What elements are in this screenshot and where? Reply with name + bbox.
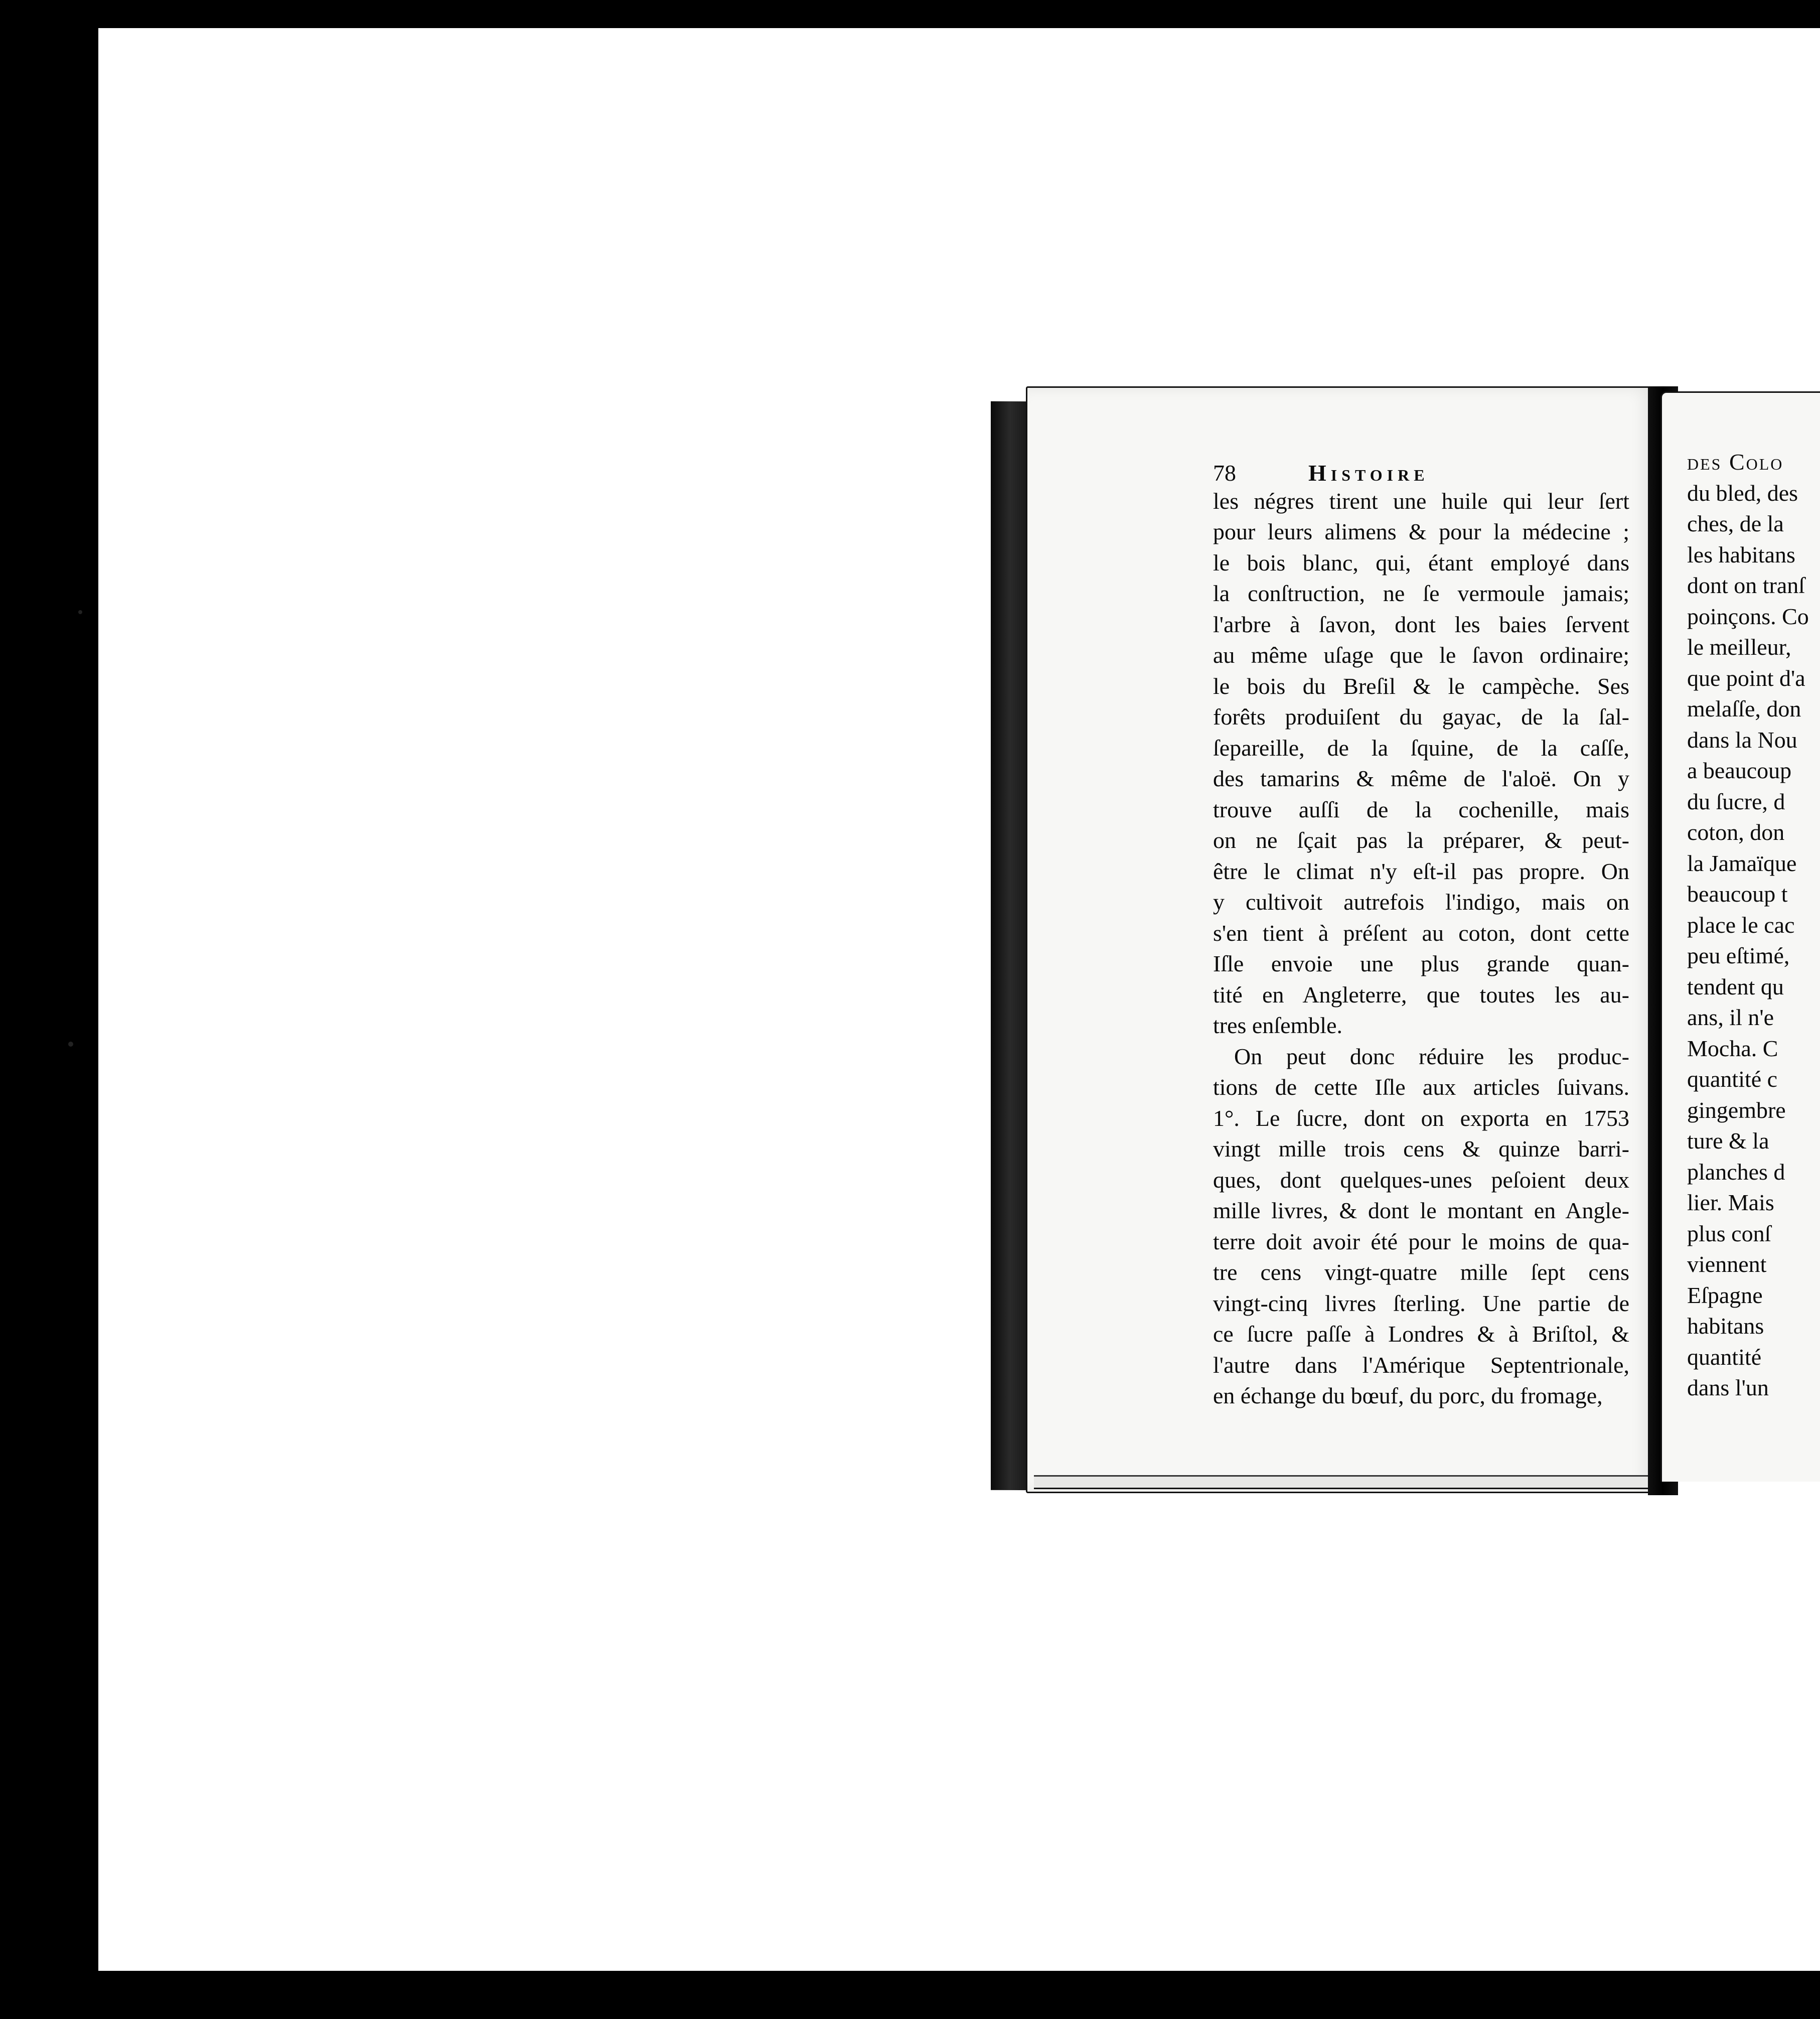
text-line: Eſpagne <box>1687 1282 1763 1308</box>
text-line: le bois du Breſil & le campèche. Ses <box>1213 673 1629 699</box>
text-line: vingt-cinq livres ſterling. Une partie de <box>1213 1290 1629 1316</box>
text-line: les habitans <box>1687 541 1795 567</box>
text-line: lier. Mais <box>1687 1190 1774 1215</box>
text-line: plus conſ <box>1687 1220 1771 1246</box>
text-line: ques, dont quelques-unes peſoient deux <box>1213 1167 1629 1193</box>
text-line: vingt mille trois cens & quinze barri- <box>1213 1136 1629 1162</box>
text-line: planches d <box>1687 1159 1785 1185</box>
right-page-text <box>1687 447 1820 1403</box>
text-line: ſepareille, de la ſquine, de la caſſe, <box>1213 735 1629 761</box>
text-line: Iſle envoie une plus grande quan- <box>1213 951 1629 976</box>
page-number: 78 <box>1213 460 1236 486</box>
dust-speck <box>78 610 82 614</box>
text-line: gingembre <box>1687 1097 1786 1123</box>
text-line: quantité <box>1687 1344 1762 1370</box>
text-line: le meilleur, <box>1687 634 1791 660</box>
text-line: habitans <box>1687 1313 1764 1339</box>
running-title: Histoire <box>1308 460 1429 486</box>
text-line: dans la Nou <box>1687 727 1797 753</box>
text-line: les négres tirent une huile qui leur ſert <box>1213 488 1629 514</box>
text-line: quantité c <box>1687 1066 1778 1092</box>
text-line: beaucoup t <box>1687 881 1788 907</box>
text-line: terre doit avoir été pour le moins de qua- <box>1213 1228 1629 1254</box>
text-line: tité en Angleterre, que toutes les au- <box>1213 981 1629 1007</box>
text-line: y cultivoit autrefois l'indigo, mais on <box>1213 889 1629 915</box>
text-line: On peut donc réduire les produc- <box>1234 1043 1629 1069</box>
page-edge <box>1034 1475 1651 1489</box>
text-line: mille livres, & dont le montant en Angle- <box>1213 1198 1629 1223</box>
text-line: dont on tranſ <box>1687 572 1805 598</box>
text-line: Mocha. C <box>1687 1035 1778 1061</box>
text-line: tre cens vingt-quatre mille ſept cens <box>1213 1259 1629 1285</box>
text-line: que point d'a <box>1687 665 1805 691</box>
text-line: on ne ſçait pas la préparer, & peut- <box>1213 827 1629 853</box>
text-line: la conſtruction, ne ſe vermoule jamais; <box>1213 581 1629 606</box>
text-line: peu eſtimé, <box>1687 943 1790 968</box>
text-line: coton, don <box>1687 819 1785 845</box>
text-line: tions de cette Iſle aux articles ſuivans. <box>1213 1074 1629 1100</box>
text-line: s'en tient à préſent au coton, dont cette <box>1213 920 1629 946</box>
text-line: ture & la <box>1687 1128 1769 1153</box>
text-line: ce ſucre paſſe à Londres & à Briſtol, & <box>1213 1321 1629 1347</box>
text-line: du bled, des <box>1687 480 1798 506</box>
text-line: le bois blanc, qui, étant employé dans <box>1213 549 1629 575</box>
text-line: l'arbre à ſavon, dont les baies ſervent <box>1213 611 1629 637</box>
text-line: dans l'un <box>1687 1375 1769 1400</box>
left-page-text <box>1213 458 1629 1411</box>
text-line: l'autre dans l'Amérique Septentrionale, <box>1213 1352 1629 1378</box>
text-line: forêts produiſent du gayac, de la ſal- <box>1213 704 1629 730</box>
text-line: melaſſe, don <box>1687 696 1801 722</box>
text-line: poinçons. Co <box>1687 603 1809 629</box>
left-page-header <box>1213 458 1629 489</box>
text-line: des tamarins & même de l'aloë. On y <box>1213 766 1629 791</box>
text-line: pour leurs alimens & pour la médecine ; <box>1213 519 1629 544</box>
text-line: au même uſage que le ſavon ordinaire; <box>1213 642 1629 668</box>
text-line: ches, de la <box>1687 511 1784 536</box>
right-running-title: des Colo <box>1687 449 1784 475</box>
dust-speck <box>68 1042 73 1047</box>
text-line: tendent qu <box>1687 973 1784 999</box>
text-line: du ſucre, d <box>1687 788 1785 814</box>
text-line: viennent <box>1687 1251 1767 1277</box>
text-line: ans, il n'e <box>1687 1004 1774 1030</box>
text-line: place le cac <box>1687 912 1795 938</box>
text-line: trouve auſſi de la cochenille, mais <box>1213 796 1629 822</box>
text-line: a beaucoup <box>1687 758 1792 783</box>
right-page-clip <box>1676 426 1820 1530</box>
text-line: la Jamaïque <box>1687 850 1797 876</box>
left-page-body <box>1213 486 1629 1411</box>
text-line: en échange du bœuf, du porc, du fromage, <box>1213 1383 1603 1408</box>
right-page-body <box>1687 478 1820 1403</box>
text-line: tres enſemble. <box>1213 1013 1343 1038</box>
text-line: 1°. Le ſucre, dont on exporta en 1753 <box>1213 1105 1629 1131</box>
text-line: être le climat n'y eſt-il pas propre. On <box>1213 858 1629 884</box>
